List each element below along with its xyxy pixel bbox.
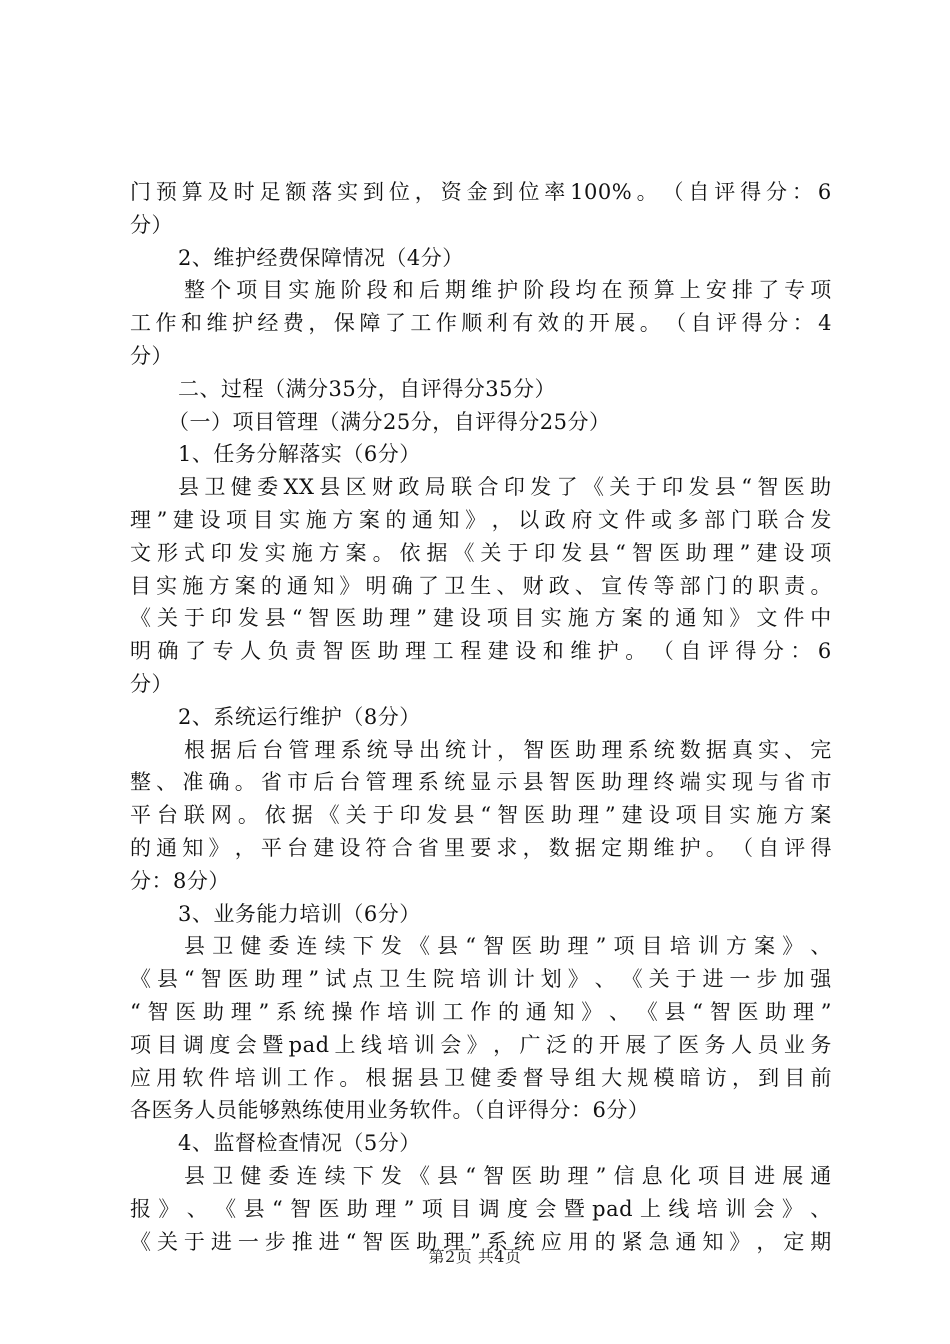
text-line: 县 卫 健 委 连 续 下 发 《 县 “ 智 医 助 理 ” 项 目 培 训 方 案 》 、 bbox=[184, 934, 832, 959]
text-line: 1、任务分解落实（6分） bbox=[178, 442, 421, 467]
text-line: 4、监督检查情况（5分） bbox=[178, 1131, 421, 1156]
text-line: （一）项目管理（满分25分，自评得分25分） bbox=[168, 409, 611, 434]
text-line: 分） bbox=[130, 212, 173, 237]
text-line: 根 据 后 台 管 理 系 统 导 出 统 计 ， 智 医 助 理 系 统 数 据 真 实 、 完 bbox=[184, 737, 832, 762]
text-line: 应 用 软 件 培 训 工 作 。 根 据 县 卫 健 委 督 导 组 大 规 模 暗 访 ， 到 目 前 bbox=[130, 1065, 832, 1090]
text-line: 平 台 联 网 。 依 据 《 关 于 印 发 县 “ 智 医 助 理 ” 建 设 项 目 实 施 方 案 bbox=[130, 803, 832, 828]
text-line: 3、业务能力培训（6分） bbox=[178, 901, 421, 926]
text-line: 分：8分） bbox=[130, 868, 230, 893]
text-line: 报 》 、 《 县 “ 智 医 助 理 ” 项 目 调 度 会 暨 pad 上 线 培 训 会 》 、 bbox=[130, 1196, 832, 1221]
text-line: 各医务人员能够熟练使用业务软件。（自评得分：6分） bbox=[130, 1098, 650, 1123]
text-line: 2、维护经费保障情况（4分） bbox=[178, 245, 464, 270]
text-line: 文 形 式 印 发 实 施 方 案 。 依 据 《 关 于 印 发 县 “ 智 医 助 理 ” 建 设 项 bbox=[130, 540, 832, 565]
text-line: 《 关 于 进 一 步 推 进 “ 智 医 助 理 ” 系 统 应 用 的 紧 急 通 知 》 ， 定 期 bbox=[130, 1229, 832, 1254]
text-line: 二、过程（满分35分，自评得分35分） bbox=[178, 376, 556, 401]
text-line: 2、系统运行维护（8分） bbox=[178, 704, 421, 729]
text-line: 分） bbox=[130, 343, 173, 368]
text-line: 县 卫 健 委 XX 县 区 财 政 局 联 合 印 发 了 《 关 于 印 发 县 “ 智 医 助 bbox=[178, 475, 832, 500]
text-line: 整 、 准 确 。 省 市 后 台 管 理 系 统 显 示 县 智 医 助 理 终 端 实 现 与 省 市 bbox=[130, 770, 832, 795]
text-line: 项 目 调 度 会 暨 pad 上 线 培 训 会 》 ， 广 泛 的 开 展 了 医 务 人 员 业 务 bbox=[130, 1032, 832, 1057]
text-line: 县 卫 健 委 连 续 下 发 《 县 “ 智 医 助 理 ” 信 息 化 项 目 进 展 通 bbox=[184, 1163, 832, 1188]
text-line: “ 智 医 助 理 ” 系 统 操 作 培 训 工 作 的 通 知 》 、 《 县 “ 智 医 助 理 ” bbox=[130, 999, 832, 1024]
text-line: 目 实 施 方 案 的 通 知 》 明 确 了 卫 生 、 财 政 、 宣 传 等 部 门 的 职 责 。 bbox=[130, 573, 832, 598]
page-footer: 第2页 共4页 bbox=[428, 1247, 522, 1266]
text-line: 分） bbox=[130, 671, 173, 696]
text-line: 整 个 项 目 实 施 阶 段 和 后 期 维 护 阶 段 均 在 预 算 上 安 排 了 专 项 bbox=[184, 278, 832, 303]
text-line: 工 作 和 维 护 经 费 ， 保 障 了 工 作 顺 利 有 效 的 开 展 。 （ 自 评 得 分 ： 4 bbox=[130, 311, 832, 336]
text-line: 《 关 于 印 发 县 “ 智 医 助 理 ” 建 设 项 目 实 施 方 案 的 通 知 》 文 件 中 bbox=[130, 606, 832, 631]
text-line: 的 通 知 》 ， 平 台 建 设 符 合 省 里 要 求 ， 数 据 定 期 维 护 。 （ 自 评 得 bbox=[130, 835, 832, 860]
text-line: 《 县 “ 智 医 助 理 ” 试 点 卫 生 院 培 训 计 划 》 、 《 关 于 进 一 步 加 强 bbox=[130, 967, 832, 992]
text-line: 门 预 算 及 时 足 额 落 实 到 位 ， 资 金 到 位 率 100% 。 （ 自 评 得 分 ： 6 bbox=[130, 180, 832, 204]
text-line: 明 确 了 专 人 负 责 智 医 助 理 工 程 建 设 和 维 护 。 （ 自 评 得 分 ： 6 bbox=[130, 639, 832, 664]
text-line: 理 ” 建 设 项 目 实 施 方 案 的 通 知 》 ， 以 政 府 文 件 或 多 部 门 联 合 发 bbox=[130, 507, 832, 532]
body-text bbox=[130, 176, 832, 1258]
